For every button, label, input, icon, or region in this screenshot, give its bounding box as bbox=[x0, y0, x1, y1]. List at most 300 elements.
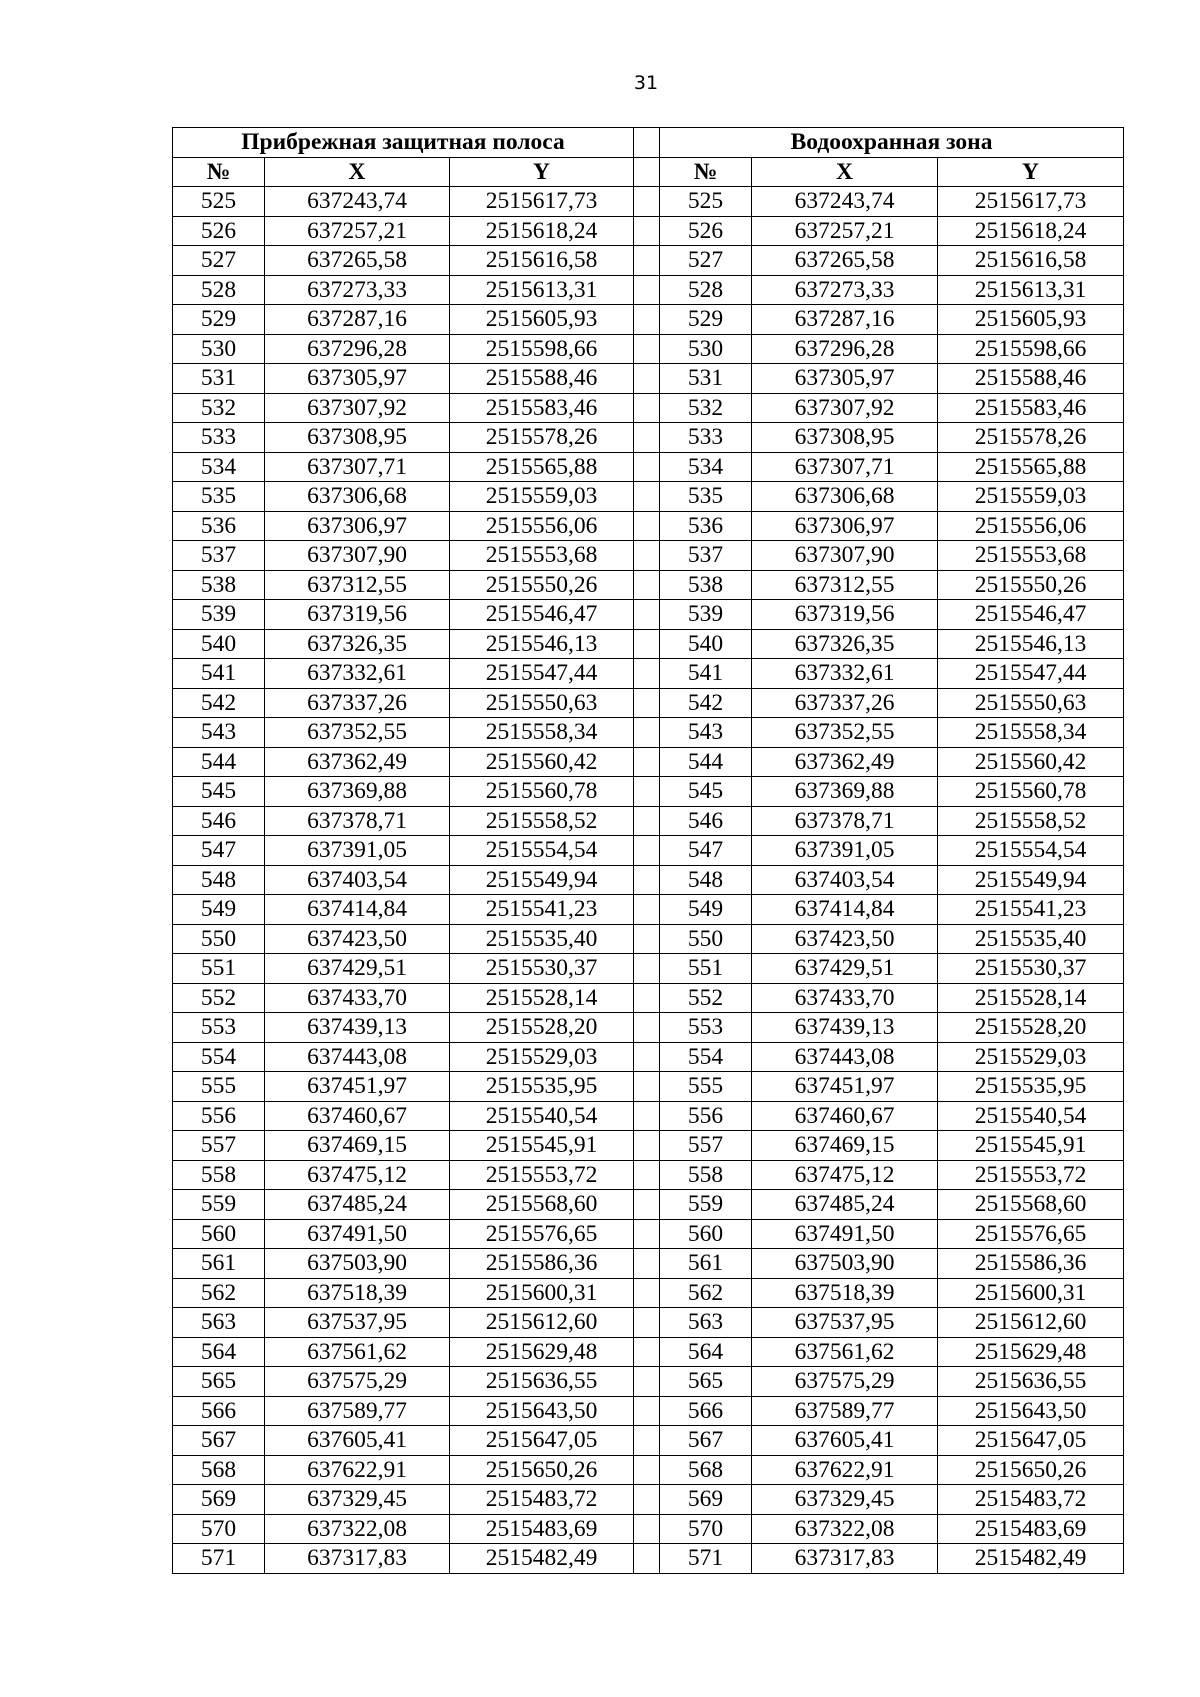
column-gap bbox=[634, 1160, 660, 1190]
left-point-number: 527 bbox=[173, 246, 265, 276]
right-y-coordinate: 2515559,03 bbox=[938, 482, 1124, 512]
left-point-number: 562 bbox=[173, 1278, 265, 1308]
right-point-number: 539 bbox=[660, 600, 752, 630]
right-y-coordinate: 2515647,05 bbox=[938, 1426, 1124, 1456]
column-gap bbox=[634, 511, 660, 541]
column-gap bbox=[634, 865, 660, 895]
left-x-coordinate: 637362,49 bbox=[265, 747, 450, 777]
title-row bbox=[173, 128, 1124, 158]
table-row bbox=[173, 1101, 1124, 1131]
left-y-coordinate: 2515546,47 bbox=[450, 600, 634, 630]
right-point-number: 562 bbox=[660, 1278, 752, 1308]
right-y-coordinate: 2515553,72 bbox=[938, 1160, 1124, 1190]
column-gap bbox=[634, 393, 660, 423]
left-y-coordinate: 2515643,50 bbox=[450, 1396, 634, 1426]
table-row bbox=[173, 334, 1124, 364]
right-y-coordinate: 2515643,50 bbox=[938, 1396, 1124, 1426]
right-table-title: Водоохранная зона bbox=[660, 128, 1124, 158]
right-header-number: № bbox=[660, 157, 752, 187]
left-point-number: 558 bbox=[173, 1160, 265, 1190]
left-y-coordinate: 2515547,44 bbox=[450, 659, 634, 689]
right-point-number: 550 bbox=[660, 924, 752, 954]
right-point-number: 549 bbox=[660, 895, 752, 925]
table-row bbox=[173, 1013, 1124, 1043]
column-gap bbox=[634, 157, 660, 187]
left-point-number: 559 bbox=[173, 1190, 265, 1220]
left-point-number: 544 bbox=[173, 747, 265, 777]
left-point-number: 553 bbox=[173, 1013, 265, 1043]
right-point-number: 528 bbox=[660, 275, 752, 305]
table-row bbox=[173, 1278, 1124, 1308]
left-x-coordinate: 637369,88 bbox=[265, 777, 450, 807]
left-y-coordinate: 2515550,26 bbox=[450, 570, 634, 600]
table-row bbox=[173, 1367, 1124, 1397]
right-point-number: 561 bbox=[660, 1249, 752, 1279]
left-y-coordinate: 2515540,54 bbox=[450, 1101, 634, 1131]
right-x-coordinate: 637469,15 bbox=[752, 1131, 938, 1161]
left-header-y: Y bbox=[450, 157, 634, 187]
right-x-coordinate: 637306,68 bbox=[752, 482, 938, 512]
column-gap bbox=[634, 1485, 660, 1515]
column-gap bbox=[634, 305, 660, 335]
left-point-number: 541 bbox=[173, 659, 265, 689]
left-y-coordinate: 2515546,13 bbox=[450, 629, 634, 659]
column-gap bbox=[634, 688, 660, 718]
left-header-number: № bbox=[173, 157, 265, 187]
right-y-coordinate: 2515535,40 bbox=[938, 924, 1124, 954]
table-row bbox=[173, 511, 1124, 541]
right-point-number: 557 bbox=[660, 1131, 752, 1161]
left-point-number: 567 bbox=[173, 1426, 265, 1456]
right-point-number: 559 bbox=[660, 1190, 752, 1220]
right-y-coordinate: 2515549,94 bbox=[938, 865, 1124, 895]
table-row bbox=[173, 216, 1124, 246]
column-gap bbox=[634, 1072, 660, 1102]
left-point-number: 540 bbox=[173, 629, 265, 659]
right-point-number: 554 bbox=[660, 1042, 752, 1072]
left-point-number: 564 bbox=[173, 1337, 265, 1367]
right-point-number: 534 bbox=[660, 452, 752, 482]
right-x-coordinate: 637518,39 bbox=[752, 1278, 938, 1308]
right-x-coordinate: 637485,24 bbox=[752, 1190, 938, 1220]
left-y-coordinate: 2515598,66 bbox=[450, 334, 634, 364]
right-point-number: 551 bbox=[660, 954, 752, 984]
table-row bbox=[173, 954, 1124, 984]
left-y-coordinate: 2515558,34 bbox=[450, 718, 634, 748]
right-x-coordinate: 637308,95 bbox=[752, 423, 938, 453]
left-point-number: 545 bbox=[173, 777, 265, 807]
column-gap bbox=[634, 1131, 660, 1161]
left-x-coordinate: 637326,35 bbox=[265, 629, 450, 659]
table-row bbox=[173, 806, 1124, 836]
right-x-coordinate: 637403,54 bbox=[752, 865, 938, 895]
left-x-coordinate: 637273,33 bbox=[265, 275, 450, 305]
left-y-coordinate: 2515529,03 bbox=[450, 1042, 634, 1072]
right-x-coordinate: 637307,90 bbox=[752, 541, 938, 571]
left-table-title: Прибрежная защитная полоса bbox=[173, 128, 634, 158]
left-x-coordinate: 637475,12 bbox=[265, 1160, 450, 1190]
left-x-coordinate: 637305,97 bbox=[265, 364, 450, 394]
table-row bbox=[173, 1160, 1124, 1190]
right-y-coordinate: 2515618,24 bbox=[938, 216, 1124, 246]
right-y-coordinate: 2515553,68 bbox=[938, 541, 1124, 571]
table-row bbox=[173, 1337, 1124, 1367]
right-y-coordinate: 2515616,58 bbox=[938, 246, 1124, 276]
table-row bbox=[173, 452, 1124, 482]
column-gap bbox=[634, 983, 660, 1013]
column-gap bbox=[634, 1544, 660, 1574]
right-x-coordinate: 637439,13 bbox=[752, 1013, 938, 1043]
right-point-number: 546 bbox=[660, 806, 752, 836]
left-y-coordinate: 2515647,05 bbox=[450, 1426, 634, 1456]
right-y-coordinate: 2515540,54 bbox=[938, 1101, 1124, 1131]
left-y-coordinate: 2515600,31 bbox=[450, 1278, 634, 1308]
right-point-number: 566 bbox=[660, 1396, 752, 1426]
right-y-coordinate: 2515550,63 bbox=[938, 688, 1124, 718]
right-y-coordinate: 2515560,78 bbox=[938, 777, 1124, 807]
column-gap bbox=[634, 836, 660, 866]
right-x-coordinate: 637378,71 bbox=[752, 806, 938, 836]
column-gap bbox=[634, 895, 660, 925]
left-point-number: 528 bbox=[173, 275, 265, 305]
left-point-number: 529 bbox=[173, 305, 265, 335]
table-row bbox=[173, 983, 1124, 1013]
right-point-number: 542 bbox=[660, 688, 752, 718]
left-point-number: 557 bbox=[173, 1131, 265, 1161]
column-gap bbox=[634, 659, 660, 689]
left-point-number: 566 bbox=[173, 1396, 265, 1426]
table-body bbox=[173, 187, 1124, 1574]
right-point-number: 530 bbox=[660, 334, 752, 364]
column-gap bbox=[634, 482, 660, 512]
right-point-number: 538 bbox=[660, 570, 752, 600]
right-x-coordinate: 637337,26 bbox=[752, 688, 938, 718]
right-point-number: 571 bbox=[660, 1544, 752, 1574]
table-row bbox=[173, 1131, 1124, 1161]
right-x-coordinate: 637362,49 bbox=[752, 747, 938, 777]
right-point-number: 544 bbox=[660, 747, 752, 777]
column-gap bbox=[634, 1042, 660, 1072]
left-point-number: 570 bbox=[173, 1514, 265, 1544]
table-row bbox=[173, 718, 1124, 748]
left-y-coordinate: 2515586,36 bbox=[450, 1249, 634, 1279]
column-gap bbox=[634, 1278, 660, 1308]
left-y-coordinate: 2515545,91 bbox=[450, 1131, 634, 1161]
column-gap bbox=[634, 541, 660, 571]
right-x-coordinate: 637414,84 bbox=[752, 895, 938, 925]
left-x-coordinate: 637332,61 bbox=[265, 659, 450, 689]
left-x-coordinate: 637378,71 bbox=[265, 806, 450, 836]
right-y-coordinate: 2515558,34 bbox=[938, 718, 1124, 748]
right-y-coordinate: 2515565,88 bbox=[938, 452, 1124, 482]
left-y-coordinate: 2515612,60 bbox=[450, 1308, 634, 1338]
left-x-coordinate: 637443,08 bbox=[265, 1042, 450, 1072]
column-gap bbox=[634, 924, 660, 954]
table-row bbox=[173, 629, 1124, 659]
left-y-coordinate: 2515616,58 bbox=[450, 246, 634, 276]
table-row bbox=[173, 1249, 1124, 1279]
right-point-number: 548 bbox=[660, 865, 752, 895]
right-y-coordinate: 2515617,73 bbox=[938, 187, 1124, 217]
left-point-number: 552 bbox=[173, 983, 265, 1013]
left-y-coordinate: 2515550,63 bbox=[450, 688, 634, 718]
left-x-coordinate: 637503,90 bbox=[265, 1249, 450, 1279]
right-y-coordinate: 2515588,46 bbox=[938, 364, 1124, 394]
column-gap bbox=[634, 1249, 660, 1279]
left-point-number: 571 bbox=[173, 1544, 265, 1574]
column-header-row bbox=[173, 157, 1124, 187]
left-point-number: 555 bbox=[173, 1072, 265, 1102]
right-x-coordinate: 637307,92 bbox=[752, 393, 938, 423]
column-gap bbox=[634, 1396, 660, 1426]
table-row bbox=[173, 1072, 1124, 1102]
right-header-x: X bbox=[752, 157, 938, 187]
left-y-coordinate: 2515553,72 bbox=[450, 1160, 634, 1190]
table-row bbox=[173, 600, 1124, 630]
table-row bbox=[173, 541, 1124, 571]
right-x-coordinate: 637503,90 bbox=[752, 1249, 938, 1279]
left-point-number: 549 bbox=[173, 895, 265, 925]
right-y-coordinate: 2515541,23 bbox=[938, 895, 1124, 925]
table-row bbox=[173, 836, 1124, 866]
right-point-number: 564 bbox=[660, 1337, 752, 1367]
left-x-coordinate: 637451,97 bbox=[265, 1072, 450, 1102]
left-x-coordinate: 637518,39 bbox=[265, 1278, 450, 1308]
right-y-coordinate: 2515545,91 bbox=[938, 1131, 1124, 1161]
left-point-number: 532 bbox=[173, 393, 265, 423]
right-point-number: 531 bbox=[660, 364, 752, 394]
right-x-coordinate: 637423,50 bbox=[752, 924, 938, 954]
left-x-coordinate: 637306,97 bbox=[265, 511, 450, 541]
left-x-coordinate: 637391,05 bbox=[265, 836, 450, 866]
page-number: 31 bbox=[633, 72, 659, 94]
left-point-number: 539 bbox=[173, 600, 265, 630]
left-y-coordinate: 2515578,26 bbox=[450, 423, 634, 453]
left-point-number: 535 bbox=[173, 482, 265, 512]
right-x-coordinate: 637329,45 bbox=[752, 1485, 938, 1515]
left-point-number: 548 bbox=[173, 865, 265, 895]
left-y-coordinate: 2515558,52 bbox=[450, 806, 634, 836]
column-gap bbox=[634, 600, 660, 630]
left-x-coordinate: 637575,29 bbox=[265, 1367, 450, 1397]
column-gap bbox=[634, 1514, 660, 1544]
right-y-coordinate: 2515535,95 bbox=[938, 1072, 1124, 1102]
right-y-coordinate: 2515529,03 bbox=[938, 1042, 1124, 1072]
right-x-coordinate: 637537,95 bbox=[752, 1308, 938, 1338]
left-point-number: 530 bbox=[173, 334, 265, 364]
left-y-coordinate: 2515530,37 bbox=[450, 954, 634, 984]
column-gap bbox=[634, 275, 660, 305]
left-y-coordinate: 2515553,68 bbox=[450, 541, 634, 571]
table-row bbox=[173, 1396, 1124, 1426]
right-y-coordinate: 2515612,60 bbox=[938, 1308, 1124, 1338]
left-y-coordinate: 2515618,24 bbox=[450, 216, 634, 246]
column-gap bbox=[634, 570, 660, 600]
right-y-coordinate: 2515558,52 bbox=[938, 806, 1124, 836]
table-row bbox=[173, 305, 1124, 335]
right-x-coordinate: 637460,67 bbox=[752, 1101, 938, 1131]
table-row bbox=[173, 1308, 1124, 1338]
right-x-coordinate: 637317,83 bbox=[752, 1544, 938, 1574]
left-x-coordinate: 637439,13 bbox=[265, 1013, 450, 1043]
left-x-coordinate: 637317,83 bbox=[265, 1544, 450, 1574]
left-x-coordinate: 637414,84 bbox=[265, 895, 450, 925]
table-row bbox=[173, 865, 1124, 895]
right-y-coordinate: 2515568,60 bbox=[938, 1190, 1124, 1220]
left-y-coordinate: 2515541,23 bbox=[450, 895, 634, 925]
left-x-coordinate: 637306,68 bbox=[265, 482, 450, 512]
right-point-number: 541 bbox=[660, 659, 752, 689]
right-x-coordinate: 637326,35 bbox=[752, 629, 938, 659]
table-row bbox=[173, 393, 1124, 423]
right-point-number: 553 bbox=[660, 1013, 752, 1043]
left-y-coordinate: 2515636,55 bbox=[450, 1367, 634, 1397]
left-point-number: 526 bbox=[173, 216, 265, 246]
right-y-coordinate: 2515483,69 bbox=[938, 1514, 1124, 1544]
left-y-coordinate: 2515560,78 bbox=[450, 777, 634, 807]
right-x-coordinate: 637433,70 bbox=[752, 983, 938, 1013]
left-point-number: 556 bbox=[173, 1101, 265, 1131]
left-point-number: 538 bbox=[173, 570, 265, 600]
table-row bbox=[173, 570, 1124, 600]
right-x-coordinate: 637305,97 bbox=[752, 364, 938, 394]
column-gap bbox=[634, 1013, 660, 1043]
right-header-y: Y bbox=[938, 157, 1124, 187]
table-row bbox=[173, 688, 1124, 718]
right-y-coordinate: 2515547,44 bbox=[938, 659, 1124, 689]
right-point-number: 552 bbox=[660, 983, 752, 1013]
left-y-coordinate: 2515576,65 bbox=[450, 1219, 634, 1249]
left-x-coordinate: 637403,54 bbox=[265, 865, 450, 895]
right-x-coordinate: 637257,21 bbox=[752, 216, 938, 246]
right-x-coordinate: 637322,08 bbox=[752, 1514, 938, 1544]
table-row bbox=[173, 1485, 1124, 1515]
left-x-coordinate: 637307,90 bbox=[265, 541, 450, 571]
table-row bbox=[173, 1455, 1124, 1485]
left-y-coordinate: 2515605,93 bbox=[450, 305, 634, 335]
column-gap bbox=[634, 1101, 660, 1131]
right-y-coordinate: 2515598,66 bbox=[938, 334, 1124, 364]
column-gap bbox=[634, 246, 660, 276]
right-y-coordinate: 2515530,37 bbox=[938, 954, 1124, 984]
left-y-coordinate: 2515554,54 bbox=[450, 836, 634, 866]
right-x-coordinate: 637243,74 bbox=[752, 187, 938, 217]
column-gap bbox=[634, 1337, 660, 1367]
right-point-number: 570 bbox=[660, 1514, 752, 1544]
left-point-number: 568 bbox=[173, 1455, 265, 1485]
left-y-coordinate: 2515650,26 bbox=[450, 1455, 634, 1485]
left-y-coordinate: 2515535,95 bbox=[450, 1072, 634, 1102]
column-gap bbox=[634, 1455, 660, 1485]
right-x-coordinate: 637561,62 bbox=[752, 1337, 938, 1367]
left-x-coordinate: 637460,67 bbox=[265, 1101, 450, 1131]
left-y-coordinate: 2515528,14 bbox=[450, 983, 634, 1013]
left-y-coordinate: 2515560,42 bbox=[450, 747, 634, 777]
left-x-coordinate: 637491,50 bbox=[265, 1219, 450, 1249]
right-y-coordinate: 2515546,47 bbox=[938, 600, 1124, 630]
column-gap bbox=[634, 718, 660, 748]
table-row bbox=[173, 777, 1124, 807]
right-point-number: 540 bbox=[660, 629, 752, 659]
left-y-coordinate: 2515568,60 bbox=[450, 1190, 634, 1220]
left-y-coordinate: 2515583,46 bbox=[450, 393, 634, 423]
column-gap bbox=[634, 1190, 660, 1220]
right-x-coordinate: 637287,16 bbox=[752, 305, 938, 335]
left-x-coordinate: 637319,56 bbox=[265, 600, 450, 630]
right-y-coordinate: 2515550,26 bbox=[938, 570, 1124, 600]
right-point-number: 560 bbox=[660, 1219, 752, 1249]
right-point-number: 525 bbox=[660, 187, 752, 217]
left-point-number: 525 bbox=[173, 187, 265, 217]
left-y-coordinate: 2515528,20 bbox=[450, 1013, 634, 1043]
left-point-number: 551 bbox=[173, 954, 265, 984]
right-x-coordinate: 637352,55 bbox=[752, 718, 938, 748]
right-point-number: 556 bbox=[660, 1101, 752, 1131]
right-x-coordinate: 637622,91 bbox=[752, 1455, 938, 1485]
right-y-coordinate: 2515554,54 bbox=[938, 836, 1124, 866]
table-row bbox=[173, 1190, 1124, 1220]
right-x-coordinate: 637475,12 bbox=[752, 1160, 938, 1190]
left-x-coordinate: 637296,28 bbox=[265, 334, 450, 364]
left-x-coordinate: 637433,70 bbox=[265, 983, 450, 1013]
left-point-number: 533 bbox=[173, 423, 265, 453]
left-point-number: 542 bbox=[173, 688, 265, 718]
right-point-number: 545 bbox=[660, 777, 752, 807]
right-point-number: 567 bbox=[660, 1426, 752, 1456]
left-x-coordinate: 637329,45 bbox=[265, 1485, 450, 1515]
left-point-number: 546 bbox=[173, 806, 265, 836]
right-point-number: 568 bbox=[660, 1455, 752, 1485]
left-x-coordinate: 637423,50 bbox=[265, 924, 450, 954]
left-y-coordinate: 2515556,06 bbox=[450, 511, 634, 541]
left-x-coordinate: 637485,24 bbox=[265, 1190, 450, 1220]
right-x-coordinate: 637273,33 bbox=[752, 275, 938, 305]
right-y-coordinate: 2515556,06 bbox=[938, 511, 1124, 541]
left-x-coordinate: 637322,08 bbox=[265, 1514, 450, 1544]
table-row bbox=[173, 1042, 1124, 1072]
right-y-coordinate: 2515560,42 bbox=[938, 747, 1124, 777]
left-x-coordinate: 637605,41 bbox=[265, 1426, 450, 1456]
right-y-coordinate: 2515483,72 bbox=[938, 1485, 1124, 1515]
left-x-coordinate: 637337,26 bbox=[265, 688, 450, 718]
right-y-coordinate: 2515636,55 bbox=[938, 1367, 1124, 1397]
right-point-number: 569 bbox=[660, 1485, 752, 1515]
right-x-coordinate: 637369,88 bbox=[752, 777, 938, 807]
left-header-x: X bbox=[265, 157, 450, 187]
right-point-number: 532 bbox=[660, 393, 752, 423]
table-row bbox=[173, 1514, 1124, 1544]
right-x-coordinate: 637443,08 bbox=[752, 1042, 938, 1072]
right-y-coordinate: 2515528,14 bbox=[938, 983, 1124, 1013]
right-x-coordinate: 637265,58 bbox=[752, 246, 938, 276]
left-x-coordinate: 637257,21 bbox=[265, 216, 450, 246]
right-point-number: 527 bbox=[660, 246, 752, 276]
column-gap bbox=[634, 806, 660, 836]
left-x-coordinate: 637352,55 bbox=[265, 718, 450, 748]
left-y-coordinate: 2515549,94 bbox=[450, 865, 634, 895]
table-row bbox=[173, 187, 1124, 217]
left-x-coordinate: 637312,55 bbox=[265, 570, 450, 600]
left-x-coordinate: 637561,62 bbox=[265, 1337, 450, 1367]
right-point-number: 533 bbox=[660, 423, 752, 453]
right-y-coordinate: 2515528,20 bbox=[938, 1013, 1124, 1043]
left-y-coordinate: 2515565,88 bbox=[450, 452, 634, 482]
left-x-coordinate: 637589,77 bbox=[265, 1396, 450, 1426]
column-gap bbox=[634, 747, 660, 777]
left-point-number: 536 bbox=[173, 511, 265, 541]
right-x-coordinate: 637296,28 bbox=[752, 334, 938, 364]
column-gap bbox=[634, 364, 660, 394]
